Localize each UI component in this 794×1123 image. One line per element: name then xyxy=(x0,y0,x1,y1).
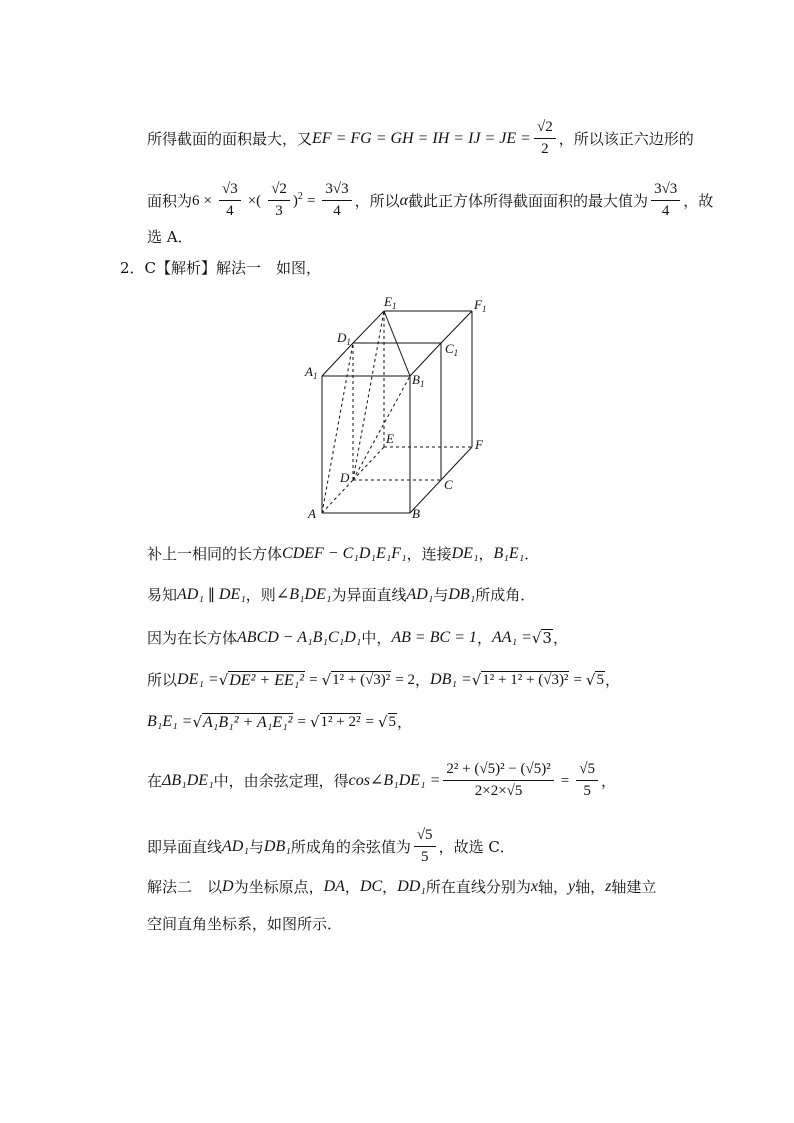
number: 6 xyxy=(192,192,200,209)
math: ∠B₁DE₁ xyxy=(275,586,332,603)
label-B: B xyxy=(412,506,420,521)
fraction xyxy=(414,826,436,867)
text: 与 xyxy=(248,837,264,856)
text: ，所以该正六边形的 xyxy=(558,129,694,148)
math: CDEF − C₁D₁E₁F₁ xyxy=(282,545,407,562)
radicand: 1² + (√3)² xyxy=(332,672,391,688)
fraction xyxy=(219,180,241,221)
text: 为异面直线 xyxy=(331,586,407,604)
label-F: F xyxy=(475,437,483,452)
math: AD₁ xyxy=(222,837,249,855)
text: ， xyxy=(600,771,616,790)
math: = 2 xyxy=(395,672,416,688)
text: ，所以 xyxy=(354,191,400,210)
segment-DB1 xyxy=(353,376,410,480)
text: 截此正方体所得截面面积的最大值为 xyxy=(408,191,649,210)
numerator: 3√3 xyxy=(651,180,680,201)
label-B1: $B_1$ xyxy=(412,372,425,389)
radicand: 5 xyxy=(388,714,397,730)
equation: EF = FG = GH = IH = IJ = JE = xyxy=(312,129,531,147)
fraction xyxy=(534,118,556,159)
fraction xyxy=(443,760,553,801)
math: DA xyxy=(323,878,345,895)
text: 空间直角坐标系，如图所示． xyxy=(147,915,343,933)
equals-sign: = xyxy=(365,714,374,730)
denominator: 4 xyxy=(333,203,341,219)
text: 轴建立 xyxy=(611,878,657,896)
math: AD₁ xyxy=(177,586,204,603)
math: DD₁ xyxy=(397,878,426,895)
alpha-symbol: α xyxy=(399,191,409,209)
math: DE₁ xyxy=(451,545,479,562)
numerator: 3√3 xyxy=(322,180,351,201)
square-root: √ 5 xyxy=(585,671,604,689)
math: ABCD − A₁B₁C₁D₁ xyxy=(237,629,362,646)
math: DB₁ = xyxy=(430,671,472,688)
math: DC xyxy=(359,878,383,895)
text: ， xyxy=(552,629,568,647)
text: 轴， xyxy=(537,878,568,896)
math: y xyxy=(568,878,576,895)
text: 补上一相同的长方体 xyxy=(147,545,283,563)
numerator: √5 xyxy=(576,760,598,781)
text: ， xyxy=(478,545,494,563)
text: 面积为 xyxy=(147,191,193,210)
text: 2．C【解析】解法一 如图， xyxy=(120,259,322,277)
segment-AD1 xyxy=(322,343,353,513)
text: ， xyxy=(415,671,431,689)
text-line-12 xyxy=(147,877,656,897)
square-root: √ DE² + EE₁² xyxy=(218,671,305,689)
text-line-13 xyxy=(147,914,342,934)
text: ， xyxy=(476,629,492,647)
math: x xyxy=(530,878,538,895)
text: ，则 xyxy=(245,586,276,604)
denominator: 5 xyxy=(583,783,591,799)
square-root: √ A₁B₁² + A₁E₁² xyxy=(192,713,293,731)
text: 易知 xyxy=(147,586,178,604)
radicand: 5 xyxy=(596,672,604,688)
math: AB = BC = 1 xyxy=(391,629,477,646)
text: ， xyxy=(382,878,398,896)
radicand: 1² + 1² + (√3)² xyxy=(482,672,569,688)
denominator: 4 xyxy=(226,203,234,219)
equals-sign: = xyxy=(560,772,570,789)
edge-CF xyxy=(441,447,472,480)
text-line-6 xyxy=(147,585,535,605)
times-sign: × xyxy=(203,192,212,209)
text-line-8 xyxy=(147,670,620,690)
label-A1: $A_1$ xyxy=(305,364,318,381)
label-E1: $E_1$ xyxy=(384,294,397,311)
text: ， xyxy=(344,878,360,896)
text: 与 xyxy=(433,586,449,604)
denominator: 2 xyxy=(541,141,549,157)
math: z xyxy=(605,878,612,895)
math: AD₁ xyxy=(406,586,434,603)
denominator: 2×2×√5 xyxy=(474,783,523,799)
text: ，连接 xyxy=(406,545,452,563)
label-D: D xyxy=(340,470,350,485)
text: 所得截面的面积最大，又 xyxy=(147,129,313,148)
radicand: A₁B₁² + A₁E₁² xyxy=(203,714,293,731)
text: 因为在长方体 xyxy=(147,629,238,647)
math: D xyxy=(222,878,234,895)
text: 所在直线分别为 xyxy=(425,878,531,896)
numerator: √2 xyxy=(268,180,290,201)
text-line-11 xyxy=(147,826,515,867)
text: ， xyxy=(397,713,413,731)
times-sign: ×( xyxy=(247,192,262,209)
square-root: √ 3 xyxy=(531,629,552,647)
numerator: √3 xyxy=(219,180,241,201)
fraction xyxy=(322,180,351,221)
text-line-10 xyxy=(147,760,616,801)
text: ，故 xyxy=(683,191,714,210)
fraction xyxy=(651,180,680,221)
fraction xyxy=(576,760,598,801)
math: DB₁ xyxy=(448,586,476,603)
text: 解法二 以 xyxy=(147,878,223,896)
text: 为坐标原点， xyxy=(233,878,324,896)
math: DE₁ xyxy=(218,586,246,603)
denominator: 4 xyxy=(661,203,670,219)
edge-C1F1 xyxy=(441,311,472,343)
text-line-3 xyxy=(147,227,193,247)
radicand: 1² + 2² xyxy=(320,714,361,730)
radicand: 3 xyxy=(542,629,552,647)
label-D1: $D_1$ xyxy=(337,330,351,347)
numerator: √2 xyxy=(534,118,556,139)
square-root: √ 1² + 1² + (√3)² xyxy=(471,671,569,689)
text: ，故选 C． xyxy=(438,837,515,856)
cuboid-figure xyxy=(300,290,500,525)
radicand: DE² + EE₁² xyxy=(229,672,305,689)
equals-sign: = xyxy=(573,672,582,688)
text-line-5 xyxy=(147,544,539,564)
segment-DE1 xyxy=(353,311,384,480)
equals-sign: = xyxy=(297,714,306,730)
math: AA₁ = xyxy=(491,629,532,646)
text: 在 xyxy=(147,771,163,790)
label-C1: $C_1$ xyxy=(445,341,459,358)
denominator: 5 xyxy=(420,849,429,865)
text: 即异面直线 xyxy=(147,837,223,856)
numerator: √5 xyxy=(414,826,436,847)
label-C: C xyxy=(444,477,453,492)
square-root: √ 1² + 2² xyxy=(309,713,361,731)
math: DE₁ = xyxy=(177,671,219,688)
equals-sign: = xyxy=(309,672,318,688)
label-F1: $F_1$ xyxy=(474,297,487,314)
text: 所成角的余弦值为 xyxy=(290,837,411,856)
text: 所以 xyxy=(147,671,178,689)
text: ． xyxy=(524,545,540,563)
text: 中，由余弦定理，得 xyxy=(213,771,349,790)
text-line-1 xyxy=(147,118,694,159)
exponent: )$^2$ xyxy=(292,190,303,209)
text-line-9 xyxy=(147,712,412,732)
numerator: 2² + (√5)² − (√5)² xyxy=(443,760,553,781)
text: 选 A． xyxy=(147,228,193,246)
text: 中， xyxy=(361,629,392,647)
question-heading xyxy=(120,258,321,278)
math: DB₁ xyxy=(263,837,291,855)
text: ， xyxy=(604,671,620,689)
equals-sign: = xyxy=(306,192,316,209)
text: 轴， xyxy=(575,878,606,896)
text: 所成角． xyxy=(475,586,536,604)
label-A: A xyxy=(308,506,316,521)
fraction xyxy=(268,180,290,221)
text-line-2 xyxy=(147,180,713,221)
parallel-sign: ∥ xyxy=(203,587,219,603)
math: B₁E₁ xyxy=(493,545,525,562)
math: cos∠B₁DE₁ = xyxy=(348,771,441,789)
label-E: E xyxy=(386,431,394,446)
denominator: 3 xyxy=(275,203,283,219)
text-line-7 xyxy=(147,628,568,648)
square-root: √ 5 xyxy=(377,713,397,731)
math: ΔB₁DE₁ xyxy=(162,771,214,789)
math: B₁E₁ = xyxy=(147,713,193,730)
square-root: √ 1² + (√3)² xyxy=(321,671,391,689)
